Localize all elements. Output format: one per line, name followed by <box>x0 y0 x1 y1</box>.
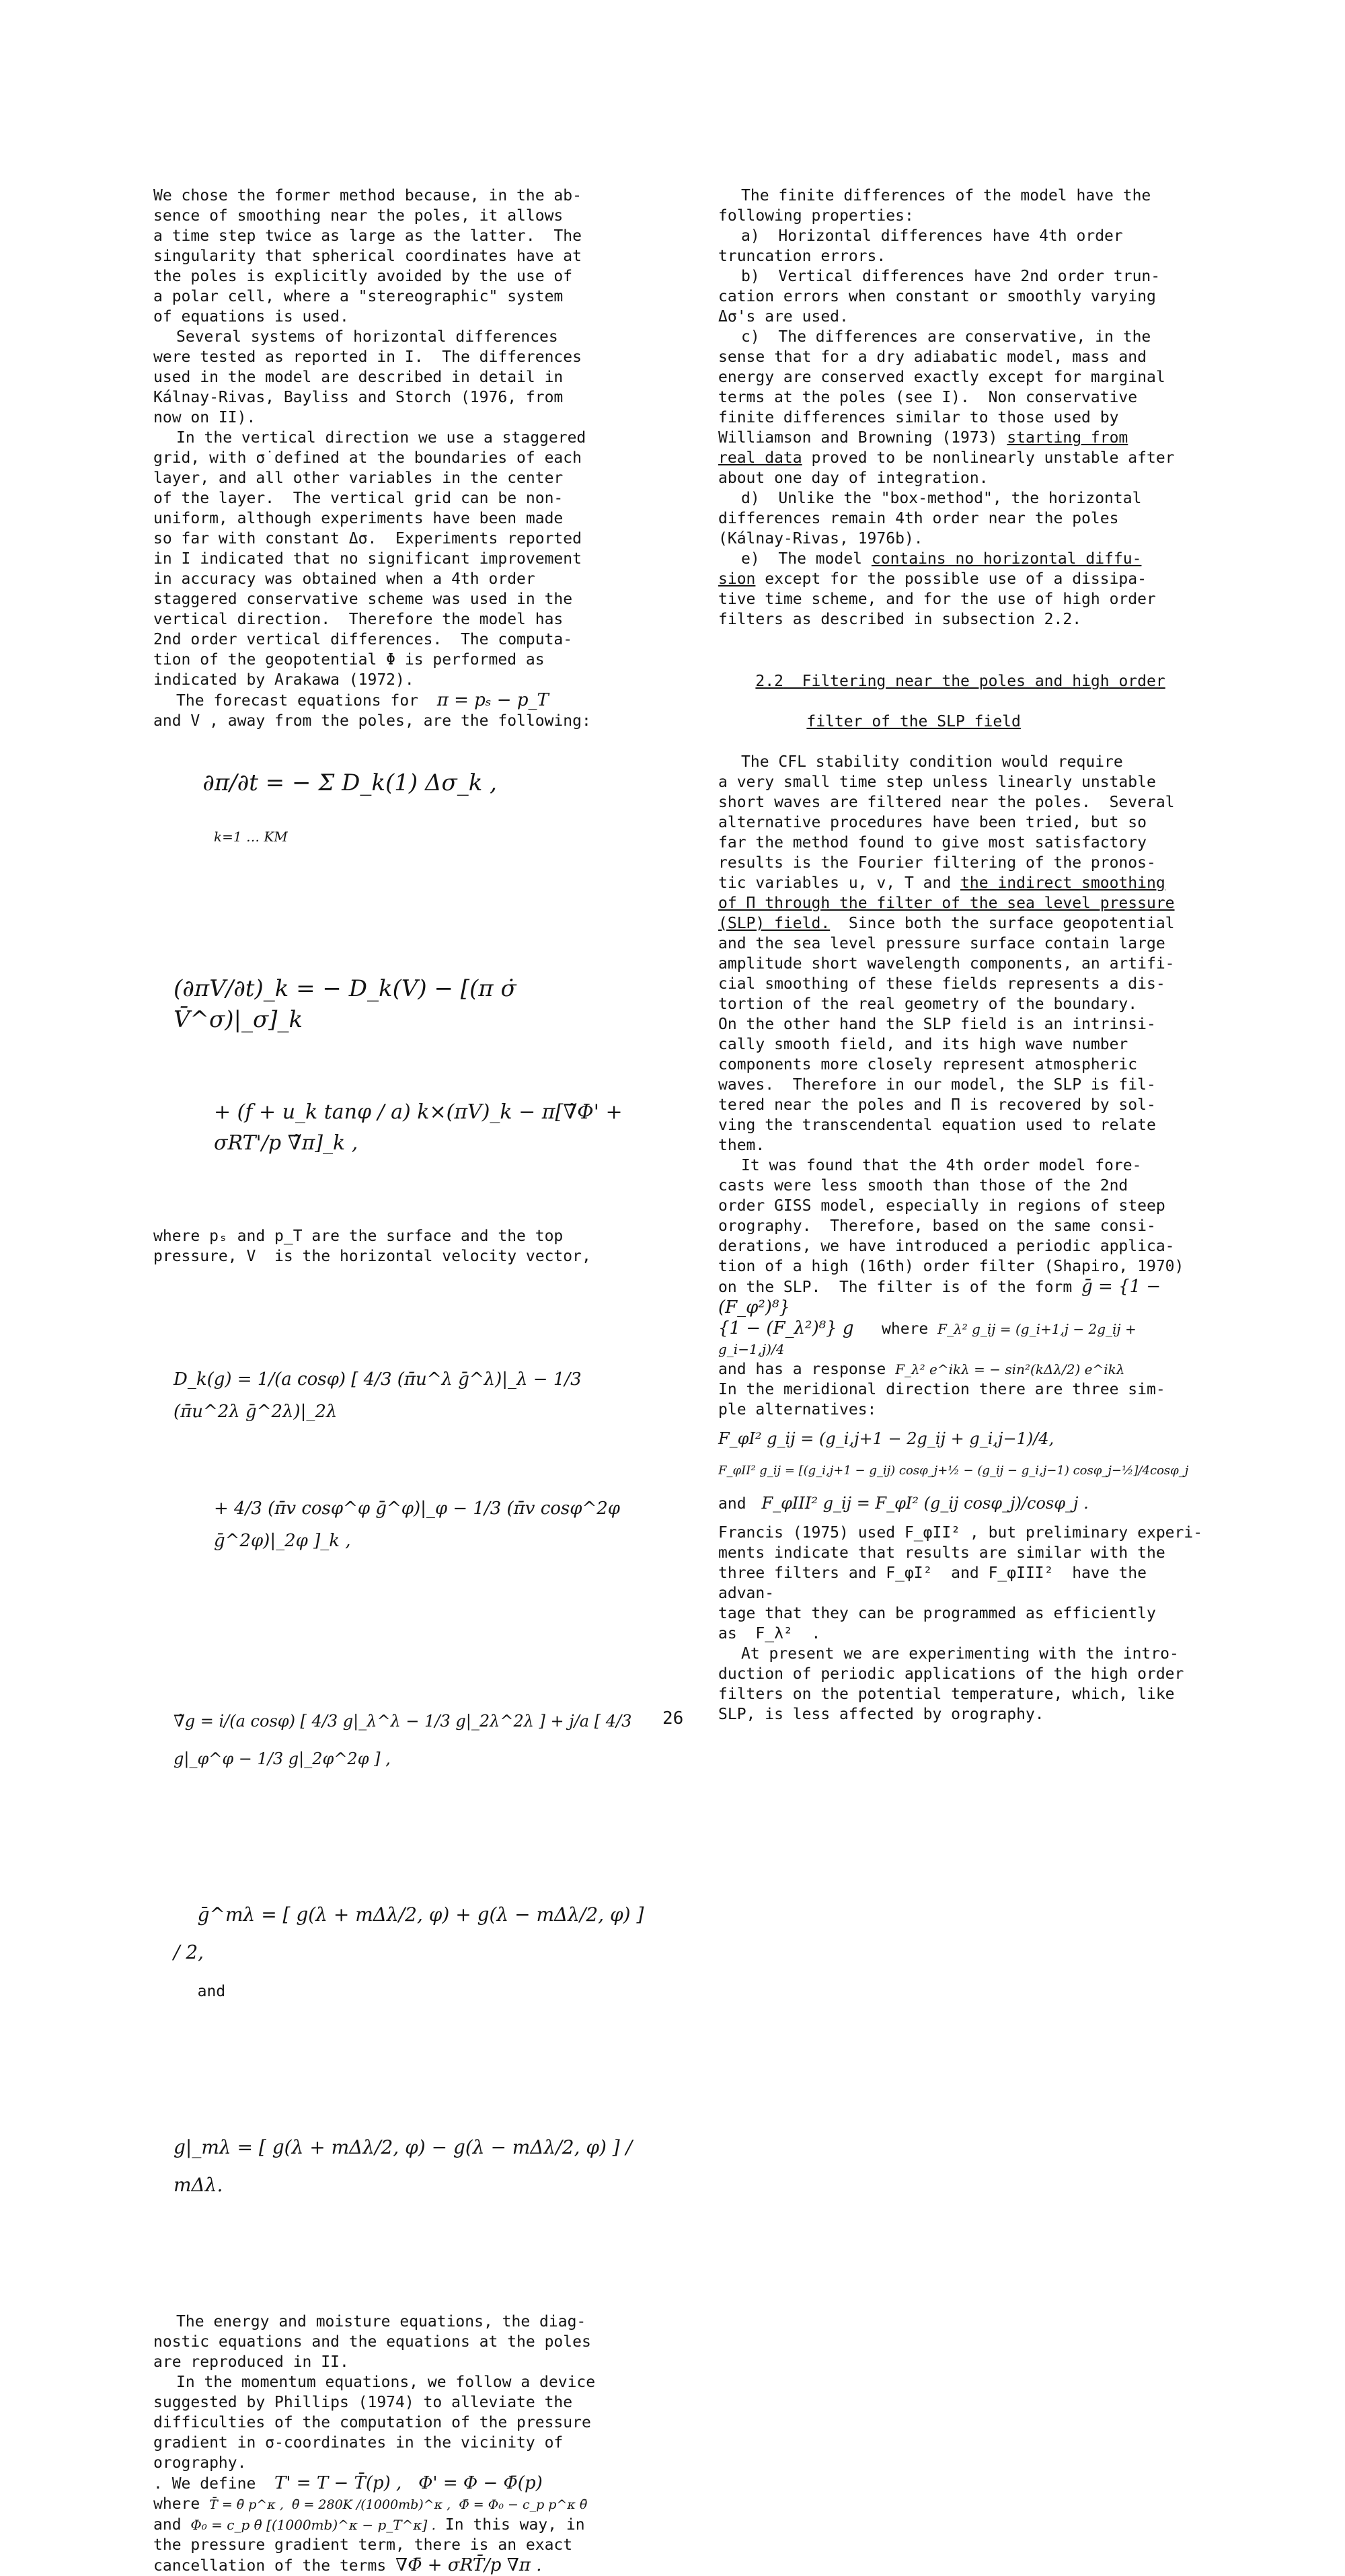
math-phi-zero: Φ₀ = c_p θ̄ [(1000mb)^κ − p_T^κ] . <box>190 2517 436 2533</box>
equation-difference-operator <box>174 2053 651 2279</box>
equation-gradient-operator <box>174 1627 651 1853</box>
equation-alternative-1: F_φI² g_ij = (g_i,j+1 − 2g_ij + g_i,j−1)/4, <box>718 1429 1054 1448</box>
equation-text: ∂π/∂t = − Σ D_k(1) Δσ_k , <box>202 769 497 796</box>
math-filter-response: F_λ² e^ikλ = − sin²(kΔλ/2) e^ikλ <box>895 1361 1125 1377</box>
left-column <box>153 186 651 2576</box>
list-item-c <box>718 327 1205 488</box>
text-fragment: In the meridional direction there are three sim- ple alternatives: <box>718 1381 1165 1418</box>
text-fragment: It was found that the 4th order model fore- casts were less smooth than those of the 2nd order GISS model, especially in regions of steep orography. Therefore, based on the same consi- derations, we have introduced a periodic applica- tion of a high (16th) order filter (Shapiro, 1970) on the SLP. The filter is of the form <box>718 1157 1184 1296</box>
paragraph-where-pressure: where pₛ and p_T are the surface and the top pressure, V is the horizontal velocity vector, <box>153 1227 591 1265</box>
text-fragment: and <box>153 2516 182 2534</box>
right-column <box>718 186 1205 1725</box>
text-fragment: proved to be nonlinearly unstable after about one day of integration. <box>718 449 1175 487</box>
equation-line: + (f + u_k tanφ / a) k×(πV)_k − π[∇̃Φ' + σRT'/p ∇̃π]_k , <box>214 1100 629 1155</box>
text-fragment: Since both the surface geopotential and the sea level pressure surface contain large amplitude short wavelength components, an artifi- cial smoothing of these fields represents a dis- tortion of the real geometry of the boundary. On the other hand the SLP field is an intrinsi- cally smooth field, and its high wave number components more closely represent atmospheric waves. Therefore in our model, the SLP is fil- tered near the poles and Π is recovered by sol- ving the transcendental equation used to relate them. <box>718 915 1175 1154</box>
paragraph-francis: Francis (1975) used F_φII² , but preliminary experi- ments indicate that results are similar with the three filters and F_φI² and F_φIII² have the advan- tage that they can be programmed as efficiently as F_λ² . <box>718 1524 1203 1642</box>
equation-line: (∂πV/∂t)_k = − D_k(V) − [(π σ̇ V̄^σ)|_σ]_k <box>174 975 524 1033</box>
underlined-text: starting from real data <box>718 429 1128 467</box>
list-item-e <box>718 549 1205 630</box>
text-fragment: where <box>153 2495 200 2513</box>
equation-line: F_φIII² g_ij = F_φI² (g_ij cosφ_j)/cosφ_j . <box>761 1494 1089 1513</box>
text-fragment: and V , away from the poles, are the following: <box>153 712 591 730</box>
math-cancel-terms: ∇Φ̄ + σRT̄/p ∇π . <box>395 2555 542 2575</box>
math-mean-temperature: T̄ = θ̄ p^κ , θ̄ = 280K /(1000mb)^κ , Φ̄ = Φ₀ − c_p p^κ θ̄ <box>209 2497 588 2512</box>
equation-line: ḡ^mλ = [ g(λ + mΔλ/2, φ) + g(λ − mΔλ/2, φ) ] / 2, <box>174 1903 650 1963</box>
paragraph-definitions <box>153 2473 651 2576</box>
equation-momentum <box>174 911 651 1221</box>
equation-alternative-3 <box>718 1490 1205 1517</box>
section-title-line-2: filter of the SLP field <box>806 713 1021 730</box>
paragraph-vertical-grid: In the vertical direction we use a staggered grid, with σ̇ defined at the boundaries of each layer, and all other variables in the center of the layer. The vertical grid can be non- uniform, although experiments have been made so far with constant Δσ. Experiments reported in I indicated that no significant improvement in accuracy was obtained when a 4th order staggered conservative scheme was used in the vertical direction. Therefore the model has 2nd order vertical differences. The computa- tion of the geopotential Φ is performed as indicated by Arakawa (1972). <box>153 429 586 689</box>
text-fragment: e) The model <box>741 550 872 568</box>
equation-and: and <box>197 1983 226 2000</box>
equation-line: + 4/3 (π̄v cosφ^φ ḡ^φ)|_φ − 1/3 (π̄v cosφ^2φ ḡ^2φ)|_2φ ]_k , <box>214 1499 626 1551</box>
math-perturbations: T' = T − T̄(p) , Φ' = Φ − Φ̄(p) <box>274 2473 543 2493</box>
underlined-text: the indirect smoothing of Π through the filter of the sea level pressure (SLP) field. <box>718 874 1175 932</box>
text-fragment: The CFL stability condition would require a very small time step unless linearly unstable short waves are filtered near the poles. Several alternative procedures have been tried, but so far the method found to give most satisfactory results is the Fourier filtering of the pronos- tic variables u, v, T and <box>718 753 1175 892</box>
equation-alternative-2: F_φII² g_ij = [(g_i,j+1 − g_ij) cosφ_j+½ − (g_ij − g_i,j−1) cosφ_j−½]/4cosφ_j <box>718 1464 1189 1478</box>
underlined-text: contains no horizontal diffu- sion <box>718 550 1142 588</box>
list-item-d: d) Unlike the "box-method", the horizontal differences remain 4th order near the poles (Kálnay-Rivas, 1976b). <box>718 490 1142 547</box>
equation-divergence-operator <box>174 1299 651 1622</box>
math-filter-operator: F_λ² g_ij = (g_i+1,j − 2g_ij + g_i−1,j)/4 <box>718 1321 1141 1357</box>
section-heading <box>718 651 1205 752</box>
text-fragment: where <box>882 1320 929 1338</box>
paragraph-momentum-device: In the momentum equations, we follow a device suggested by Phillips (1974) to alleviate the difficulties of the computation of the pressure gradient in σ-coordinates in the vicinity of orography. <box>153 2374 596 2472</box>
text-fragment: c) The differences are conservative, in the sense that for a dry adiabatic model, mass and energy are conserved exactly except for marginal terms at the poles (see I). Non conservative finite differences similar to those used by Williamson and Browning (1973) <box>718 328 1165 447</box>
math-filter-form-2: {1 − (F_λ²)⁸} g <box>718 1318 854 1338</box>
paragraph-energy-moisture: The energy and moisture equations, the diag- nostic equations and the equations at the poles are reproduced in II. <box>153 2313 591 2371</box>
list-item-a: a) Horizontal differences have 4th order truncation errors. <box>718 227 1123 265</box>
paragraph-horizontal-differences: Several systems of horizontal differences were tested as reported in I. The differences used in the model are described in detail in Kálnay-Rivas, Bayliss and Storch (1976, from now on II). <box>153 328 582 426</box>
section-title: Filtering near the poles and high order <box>802 673 1165 690</box>
math-pi-definition: π = pₛ − p_T <box>436 690 549 710</box>
page-number: 26 <box>662 1708 684 1729</box>
text-fragment: The forecast equations for <box>176 692 419 710</box>
text-fragment: . We define <box>153 2475 256 2493</box>
equation-continuity <box>174 736 651 906</box>
list-item-b: b) Vertical differences have 2nd order trun- cation errors when constant or smoothly varying Δσ's are used. <box>718 268 1161 326</box>
text-fragment: In this way, in the pressure gradient term, there is an exact cancellation of the terms <box>153 2516 585 2575</box>
section-number: 2.2 <box>755 673 783 690</box>
equation-average-operator <box>174 1858 651 2048</box>
paragraph-properties-intro: The finite differences of the model have the following properties: <box>718 187 1151 225</box>
text-fragment: and has a response <box>718 1361 886 1378</box>
equation-line: ∇̃g = i/(a cosφ) [ 4/3 g|_λ^λ − 1/3 g|_2λ^2λ ] + j/a [ 4/3 g|_φ^φ − 1/3 g|_2φ^2φ ] , <box>174 1712 638 1768</box>
equation-and: and <box>718 1495 746 1513</box>
equation-line: g|_mλ = [ g(λ + mΔλ/2, φ) − g(λ − mΔλ/2, φ) ] / mΔλ. <box>174 2136 638 2196</box>
paragraph-present-experiments: At present we are experimenting with the intro- duction of periodic applications of the high order filters on the potential temperature, which, like SLP, is less affected by orography. <box>718 1645 1184 1723</box>
equation-line: D_k(g) = 1/(a cosφ) [ 4/3 (π̄u^λ ḡ^λ)|_λ − 1/3 (π̄u^2λ ḡ^2λ)|_2λ <box>174 1369 587 1422</box>
paragraph-cfl-filtering <box>718 752 1205 1156</box>
paragraph-high-order-filter <box>718 1156 1205 1420</box>
math-filter-form: ḡ = {1 − (F_φ²)⁸} <box>718 1277 1167 1318</box>
text-fragment: except for the possible use of a dissipa- tive time scheme, and for the use of high order filters as described in subsection 2.2. <box>718 570 1156 628</box>
paragraph-method-choice: We chose the former method because, in the ab- sence of smoothing near the poles, it allows a time step twice as large as the latter. The singularity that spherical coordinates have at the poles is explicitly avoided by the use of a polar cell, where a "stereographic" system of equations is used. <box>153 187 582 326</box>
equation-sum-limits: k=1 … KM <box>214 829 288 845</box>
paragraph-forecast-intro <box>153 690 651 731</box>
